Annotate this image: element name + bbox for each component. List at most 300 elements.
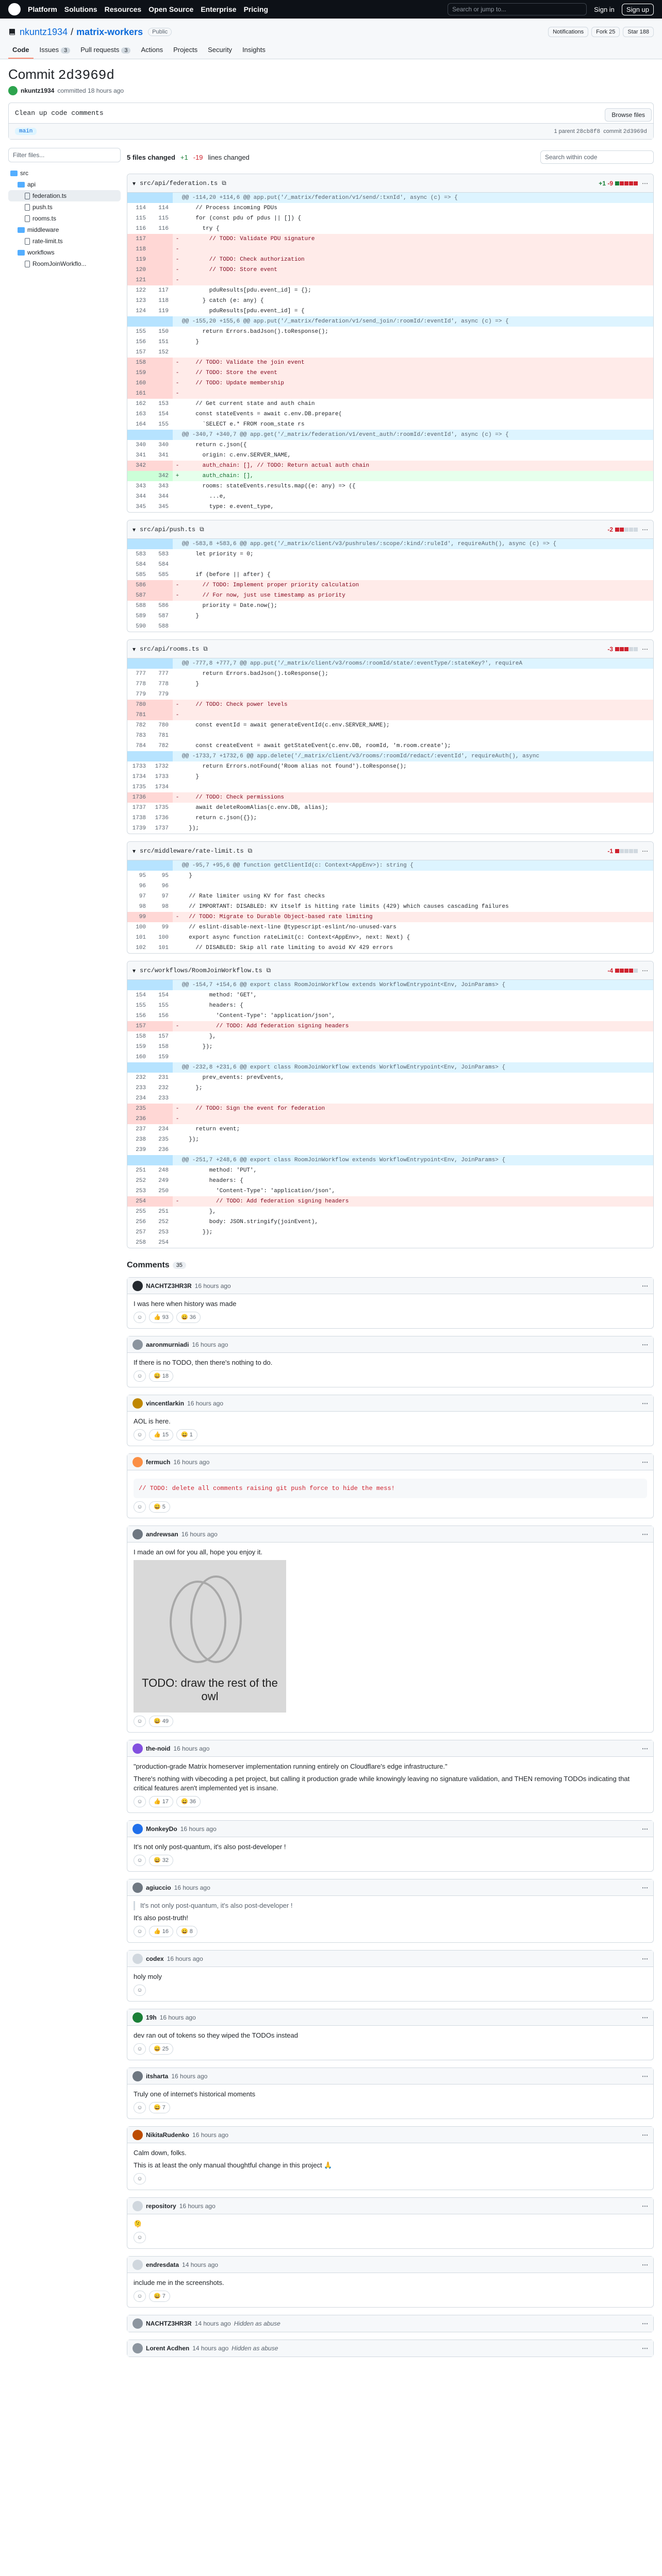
new-line-number (150, 1062, 173, 1073)
comment-time[interactable]: 16 hours ago (187, 1399, 224, 1407)
diff-line-ctx (127, 689, 653, 700)
diff-sign (173, 440, 182, 450)
tree-item-folder[interactable] (8, 224, 121, 235)
tab-actions[interactable]: Actions (141, 46, 163, 54)
commenter-avatar[interactable] (133, 1281, 143, 1291)
comment-options-icon[interactable]: ⋯ (642, 1530, 648, 1538)
code-line: pduResults[pdu.event_id] = { (182, 308, 305, 314)
sign-in-link[interactable]: Sign in (594, 5, 615, 13)
old-line-number: 156 (136, 1013, 146, 1019)
commenter-avatar[interactable] (133, 1954, 143, 1964)
copy-path-icon[interactable]: ⧉ (203, 645, 208, 652)
comment-options-icon[interactable]: ⋯ (642, 2202, 648, 2210)
nav-open-source[interactable]: Open Source (148, 5, 194, 13)
diff-line-ctx (127, 1145, 653, 1155)
comment-time[interactable]: 16 hours ago (181, 1530, 218, 1538)
new-line-number: 249 (158, 1178, 169, 1184)
star-button[interactable]: Star 188 (623, 27, 654, 37)
comment-header (127, 1740, 653, 1757)
diff-line-ctx (127, 922, 653, 933)
diff-line-ctx (127, 669, 653, 679)
diff-line-del (127, 792, 653, 803)
commenter-avatar[interactable] (133, 1398, 143, 1409)
file-path[interactable]: src/workflows/RoomJoinWorkflow.ts (140, 967, 262, 974)
add-reaction-icon[interactable]: ☺ (134, 2232, 146, 2243)
tab-code[interactable]: Code (8, 43, 34, 59)
diff-line-hunk[interactable] (127, 751, 653, 761)
owl-image (134, 1560, 286, 1713)
file-options-icon[interactable]: ⋯ (642, 645, 648, 653)
code-line: // For now, just use timestamp as priority (182, 592, 345, 599)
file-options-icon[interactable]: ⋯ (642, 526, 648, 533)
reactions (134, 2232, 647, 2243)
tree-item-folder[interactable] (8, 179, 121, 190)
diff-sign: - (175, 370, 179, 376)
comment-time[interactable]: 16 hours ago (167, 1955, 203, 1962)
comment (127, 1395, 654, 1446)
file-icon (25, 193, 30, 199)
code-line: 'Content-Type': 'application/json', (182, 1013, 336, 1019)
comment-time[interactable]: 16 hours ago (173, 1744, 210, 1752)
diff-line-ctx (127, 306, 653, 316)
commenter-name[interactable]: the-noid (146, 1744, 171, 1752)
commenter-name[interactable]: 19h (146, 2013, 157, 2021)
code-line (182, 1093, 653, 1104)
commenter-name[interactable]: vincentlarkin (146, 1399, 185, 1407)
file-icon (25, 261, 30, 267)
hidden-reason[interactable]: Hidden as abuse (231, 2345, 278, 2352)
reactions (134, 1985, 647, 1996)
old-line-number: 163 (136, 411, 146, 417)
comment-options-icon[interactable]: ⋯ (642, 1399, 648, 1407)
code-line: }; (182, 1085, 203, 1091)
commenter-avatar[interactable] (133, 2260, 143, 2270)
comment-time[interactable]: 16 hours ago (174, 1884, 210, 1891)
old-line-number: 782 (136, 722, 146, 728)
tab-insights[interactable]: Insights (242, 46, 266, 54)
tree-item-folder[interactable] (8, 247, 121, 258)
tree-item-folder[interactable] (8, 167, 121, 179)
new-line-number (150, 700, 173, 710)
comment-options-icon[interactable]: ⋯ (642, 1744, 648, 1752)
old-line-number: 585 (136, 572, 146, 578)
diff-line-hunk[interactable] (127, 658, 653, 669)
comment-options-icon[interactable]: ⋯ (642, 2320, 648, 2327)
collapse-chevron-icon[interactable]: ▾ (133, 179, 136, 187)
new-line-number: 119 (158, 308, 169, 314)
new-line-number (150, 710, 173, 720)
file-path[interactable]: src/api/federation.ts (140, 179, 218, 187)
commenter-avatar[interactable] (133, 1529, 143, 1539)
diff-line-ctx (127, 720, 653, 731)
comment (127, 2197, 654, 2249)
file-path[interactable]: src/api/push.ts (140, 526, 196, 533)
comment-paragraph: It's also post-truth! (134, 1914, 188, 1922)
search-within-code-input[interactable]: Search within code (540, 150, 654, 164)
diff-line-del (127, 590, 653, 601)
new-line-number: 777 (158, 671, 169, 677)
diff-line-hunk[interactable] (127, 316, 653, 327)
tab-security[interactable]: Security (208, 46, 233, 54)
comment-code-block: // TODO: delete all comments raising git push force to hide the mess! (134, 1479, 647, 1498)
old-line-number: 779 (136, 691, 146, 698)
diff-counts (607, 526, 638, 533)
tree-item-label: workflows (27, 249, 55, 256)
reaction-pill[interactable]: 😄 5 (149, 1501, 170, 1513)
new-line-number (150, 1155, 173, 1165)
add-reaction-icon[interactable]: ☺ (134, 1985, 146, 1996)
nav-platform[interactable]: Platform (28, 5, 57, 13)
comment-quote: It's not only post-quantum, it's also post-developer ! (134, 1901, 647, 1910)
tab-issues[interactable]: Issues 3 (36, 43, 75, 59)
tab-projects[interactable]: Projects (173, 46, 198, 54)
github-logo-icon[interactable] (8, 3, 21, 15)
code-line: }); (182, 1137, 200, 1143)
author-avatar[interactable] (8, 86, 18, 95)
old-line-number: 232 (136, 1075, 146, 1081)
commenter-name[interactable]: MonkeyDo (146, 1825, 177, 1833)
file-options-icon[interactable]: ⋯ (642, 967, 648, 974)
commenter-avatar[interactable] (133, 1824, 143, 1834)
hidden-reason[interactable]: Hidden as abuse (234, 2320, 280, 2327)
commenter-avatar[interactable] (133, 2318, 143, 2329)
site-header (0, 0, 662, 19)
diff-line-ctx (127, 1011, 653, 1021)
code-line: try { (182, 226, 220, 232)
diff-line-hunk[interactable] (127, 1062, 653, 1073)
code-line: @@ -114,20 +114,6 @@ app.put('/_matrix/federation/v1/send/:txnId', async (c) => { (182, 195, 458, 201)
new-line-number: 115 (158, 215, 169, 222)
comment-options-icon[interactable]: ⋯ (642, 2072, 648, 2080)
diff-counts (599, 180, 638, 187)
reaction-pill[interactable]: 😄 7 (149, 2102, 170, 2113)
tree-item-file[interactable] (8, 213, 121, 224)
reaction-pill[interactable]: 😄 18 (149, 1370, 173, 1382)
diffstat-block (634, 969, 638, 973)
commenter-name[interactable]: codex (146, 1955, 164, 1962)
new-line-number: 584 (158, 562, 169, 568)
add-reaction-icon[interactable]: ☺ (134, 1370, 146, 1382)
comment-header (127, 1278, 653, 1294)
code-line: return Errors.badJson().toResponse(); (182, 329, 328, 335)
commenter-name[interactable]: NACHTZ3HR3R (146, 1282, 192, 1290)
old-line-number: 115 (136, 215, 146, 222)
branch-pill[interactable]: main (15, 128, 37, 135)
reactions (134, 1501, 647, 1513)
diffstat-block (620, 647, 624, 651)
add-reaction-icon[interactable]: ☺ (134, 1926, 146, 1937)
commit-sha: 2d3969d (58, 67, 115, 83)
commenter-avatar[interactable] (133, 2130, 143, 2140)
reaction-pill[interactable]: 😄 32 (149, 1855, 173, 1866)
comment-time[interactable]: 16 hours ago (192, 2131, 229, 2139)
diffstat-block (629, 528, 633, 532)
diff-line-hunk[interactable] (127, 860, 653, 871)
diffstat-block (629, 969, 633, 973)
commenter-name[interactable]: agiuccio (146, 1884, 171, 1891)
new-line-number: 1735 (155, 805, 169, 811)
code-line: }, (182, 1033, 217, 1040)
add-reaction-icon[interactable]: ☺ (134, 2102, 146, 2113)
nav-pricing[interactable]: Pricing (243, 5, 269, 13)
new-line-number (150, 1196, 173, 1207)
new-line-number: 341 (158, 452, 169, 459)
code-line (182, 782, 653, 792)
copy-path-icon[interactable]: ⧉ (247, 847, 253, 854)
comments-list (127, 1277, 654, 2308)
comment-body (127, 2026, 653, 2060)
tree-item-file[interactable] (8, 235, 121, 247)
diff-sign: - (175, 246, 179, 252)
new-line-number (150, 193, 173, 203)
old-line-number: 97 (139, 893, 146, 900)
comment-time[interactable]: 16 hours ago (159, 2013, 196, 2021)
reaction-pill[interactable]: 👍 15 (149, 1429, 173, 1440)
comment-options-icon[interactable]: ⋯ (642, 2261, 648, 2268)
diff-sign (173, 1052, 182, 1062)
diff-line-ctx (127, 1176, 653, 1186)
reaction-pill[interactable]: 😄 25 (149, 2043, 173, 2055)
sign-up-button[interactable]: Sign up (622, 4, 654, 15)
diff-sign: - (175, 236, 179, 242)
diff-line-hunk[interactable] (127, 539, 653, 549)
commenter-avatar[interactable] (133, 2071, 143, 2081)
nav-resources[interactable]: Resources (104, 5, 142, 13)
comment-time[interactable]: 16 hours ago (192, 1341, 228, 1348)
comment-options-icon[interactable]: ⋯ (642, 2345, 648, 2352)
diff-sign (173, 1093, 182, 1104)
new-line-number: 232 (158, 1085, 169, 1091)
code-line: headers: { (182, 1003, 243, 1009)
collapse-chevron-icon[interactable]: ▾ (133, 526, 136, 533)
diff-line-ctx (127, 1073, 653, 1083)
reaction-pill[interactable]: 😄 36 (176, 1312, 201, 1323)
reaction-pill[interactable]: 😄 8 (176, 1926, 197, 1937)
diff-sign (173, 881, 182, 891)
diff-sign (173, 741, 182, 751)
tree-item-file[interactable] (8, 258, 121, 269)
commenter-name[interactable]: NACHTZ3HR3R (146, 2320, 192, 2327)
new-line-number: 96 (161, 883, 169, 889)
diff-sign (173, 1155, 182, 1165)
browse-files-button[interactable]: Browse files (605, 108, 652, 122)
new-line-number: 100 (158, 935, 169, 941)
diff-sign (173, 782, 182, 792)
commenter-name[interactable]: Lorent Acdhen (146, 2345, 190, 2352)
diffstat-blocks (615, 849, 638, 853)
code-line: // TODO: Sign the event for federation (182, 1106, 325, 1112)
commenter-name[interactable]: aaronmurniadi (146, 1341, 189, 1348)
old-line-number: 123 (136, 298, 146, 304)
new-line-number: 1734 (155, 784, 169, 790)
commenter-name[interactable]: fermuch (146, 1458, 171, 1466)
copy-path-icon[interactable]: ⧉ (266, 967, 271, 974)
filter-files-input[interactable]: Filter files... (8, 148, 121, 162)
diff-sign (173, 943, 182, 953)
old-line-number: 118 (127, 244, 150, 255)
commenter-avatar[interactable] (133, 1743, 143, 1754)
add-reaction-icon[interactable]: ☺ (134, 2291, 146, 2302)
add-reaction-icon[interactable]: ☺ (134, 1312, 146, 1323)
new-line-number (150, 860, 173, 871)
diff-line-hunk[interactable] (127, 980, 653, 990)
diff-sign (173, 772, 182, 782)
commenter-avatar[interactable] (133, 1883, 143, 1893)
diff-sign (173, 1031, 182, 1042)
code-line: return event; (182, 1126, 240, 1132)
file-options-icon[interactable]: ⋯ (642, 179, 648, 187)
file-path[interactable]: src/api/rooms.ts (140, 645, 200, 653)
diffstat-block (615, 969, 619, 973)
reaction-pill[interactable]: 😄 7 (149, 2291, 170, 2302)
comment-time[interactable]: 16 hours ago (179, 2202, 216, 2210)
reaction-pill[interactable]: 👍 16 (149, 1926, 173, 1937)
tab-pull-requests[interactable]: Pull requests 3 (76, 43, 135, 59)
repo-owner-link[interactable]: nkuntz1934 (20, 26, 68, 37)
diffstat-block (629, 181, 633, 185)
new-line-number: 153 (158, 401, 169, 407)
diff-line-ctx (127, 327, 653, 337)
comment-options-icon[interactable]: ⋯ (642, 2131, 648, 2139)
diff-sign (173, 347, 182, 358)
file-deletions: -3 (607, 645, 613, 653)
comment-options-icon[interactable]: ⋯ (642, 1884, 648, 1891)
diff-line-hunk[interactable] (127, 430, 653, 440)
add-reaction-icon[interactable]: ☺ (134, 1855, 146, 1866)
copy-path-icon[interactable]: ⧉ (200, 526, 204, 533)
diffstat-block (634, 528, 638, 532)
add-reaction-icon[interactable]: ☺ (134, 1429, 146, 1440)
comment-body (127, 2084, 653, 2119)
old-line-number: 1738 (132, 815, 146, 821)
comment (127, 1336, 654, 1387)
commenter-avatar[interactable] (133, 1457, 143, 1467)
nav-solutions[interactable]: Solutions (64, 5, 97, 13)
new-line-number: 157 (158, 1033, 169, 1040)
reaction-pill[interactable]: 😄 36 (176, 1796, 201, 1807)
diff-line-ctx (127, 782, 653, 792)
comment-options-icon[interactable]: ⋯ (642, 2013, 648, 2021)
old-line-number: 587 (127, 590, 150, 601)
deletions-count: -19 (193, 153, 203, 161)
author-link[interactable]: nkuntz1934 (21, 87, 55, 94)
collapse-chevron-icon[interactable]: ▾ (133, 847, 136, 855)
old-line-number: 778 (136, 681, 146, 687)
reaction-pill[interactable]: 😄 49 (149, 1716, 173, 1727)
add-reaction-icon[interactable]: ☺ (134, 1716, 146, 1727)
add-reaction-icon[interactable]: ☺ (134, 1796, 146, 1807)
file-options-icon[interactable]: ⋯ (642, 847, 648, 855)
add-reaction-icon[interactable]: ☺ (134, 2043, 146, 2055)
diff-file-header (127, 520, 653, 539)
comment-options-icon[interactable]: ⋯ (642, 1282, 648, 1290)
repo-name-link[interactable]: matrix-workers (76, 26, 143, 37)
reaction-pill[interactable]: 👍 17 (149, 1796, 173, 1807)
old-line-number: 586 (127, 580, 150, 590)
comment-time[interactable]: 14 hours ago (182, 2261, 219, 2268)
diff-sign (173, 296, 182, 306)
diff-line-hunk[interactable] (127, 1155, 653, 1165)
new-line-number: 155 (158, 421, 169, 428)
old-line-number: 258 (136, 1240, 146, 1246)
parent-sha-link[interactable]: 28cb8f8 (576, 128, 601, 135)
old-line-number: 157 (136, 349, 146, 355)
file-path[interactable]: src/middleware/rate-limit.ts (140, 847, 244, 855)
commenter-name[interactable]: repository (146, 2202, 176, 2210)
comment-paragraph: This is at least the only manual thoughtful change in this project 🙏 (134, 2161, 333, 2169)
global-nav (28, 5, 268, 13)
diff-line-ctx (127, 621, 653, 632)
collapse-chevron-icon[interactable]: ▾ (133, 967, 136, 974)
commenter-name[interactable]: andrewsan (146, 1530, 178, 1538)
global-search-input[interactable]: Search or jump to... (448, 3, 587, 15)
file-icon (25, 238, 30, 245)
comment-time[interactable]: 16 hours ago (180, 1825, 217, 1833)
tree-item-label: src (20, 170, 28, 177)
old-line-number: 155 (136, 329, 146, 335)
comment-options-icon[interactable]: ⋯ (642, 1458, 648, 1466)
commenter-avatar[interactable] (133, 2343, 143, 2353)
old-line-number: 124 (136, 308, 146, 314)
notifications-button[interactable]: Notifications (548, 27, 588, 37)
file-deletions: -1 (607, 847, 613, 855)
code-line: // TODO: Update membership (182, 380, 285, 386)
diff-line-del (127, 700, 653, 710)
reaction-pill[interactable]: 😄 1 (176, 1429, 197, 1440)
commenter-name[interactable]: NikitaRudenko (146, 2131, 190, 2139)
comment-body (127, 1543, 653, 1732)
reaction-pill[interactable]: 👍 93 (149, 1312, 173, 1323)
comment-header (127, 1395, 653, 1412)
diff-sign: - (175, 1106, 179, 1112)
commenter-avatar[interactable] (133, 1340, 143, 1350)
commenter-avatar[interactable] (133, 2201, 143, 2211)
comment-options-icon[interactable]: ⋯ (642, 1341, 648, 1348)
new-line-number: 587 (158, 613, 169, 619)
comment-time[interactable]: 16 hours ago (171, 2072, 208, 2080)
collapse-chevron-icon[interactable]: ▾ (133, 645, 136, 653)
commenter-avatar[interactable] (133, 2012, 143, 2023)
diff-sign (173, 601, 182, 611)
diff-sign: - (175, 360, 179, 366)
comment-time[interactable]: 16 hours ago (173, 1458, 210, 1466)
nav-enterprise[interactable]: Enterprise (201, 5, 237, 13)
diff-line-hunk[interactable] (127, 193, 653, 203)
add-reaction-icon[interactable]: ☺ (134, 1501, 146, 1513)
copy-path-icon[interactable]: ⧉ (222, 179, 226, 187)
diff-line-ctx (127, 731, 653, 741)
diff-sign (173, 560, 182, 570)
comment-body (127, 2273, 653, 2307)
tree-item-file[interactable] (8, 190, 121, 201)
commenter-name[interactable]: itsharta (146, 2072, 169, 2080)
add-reaction-icon[interactable]: ☺ (134, 2173, 146, 2184)
new-line-number: 97 (161, 893, 169, 900)
comment-options-icon[interactable]: ⋯ (642, 1955, 648, 1962)
diff-line-del (127, 244, 653, 255)
reactions (134, 1429, 647, 1440)
diff-line-del (127, 1104, 653, 1114)
code-line: } (182, 774, 200, 780)
commenter-name[interactable]: endresdata (146, 2261, 179, 2268)
code-line: body: JSON.stringify(joinEvent), (182, 1219, 319, 1225)
comment-time[interactable]: 16 hours ago (194, 1282, 231, 1290)
tree-item-file[interactable] (8, 201, 121, 213)
comment-options-icon[interactable]: ⋯ (642, 1825, 648, 1833)
code-line: } (182, 873, 192, 879)
fork-button[interactable]: Fork 25 (591, 27, 620, 37)
old-line-number: 1735 (132, 784, 146, 790)
